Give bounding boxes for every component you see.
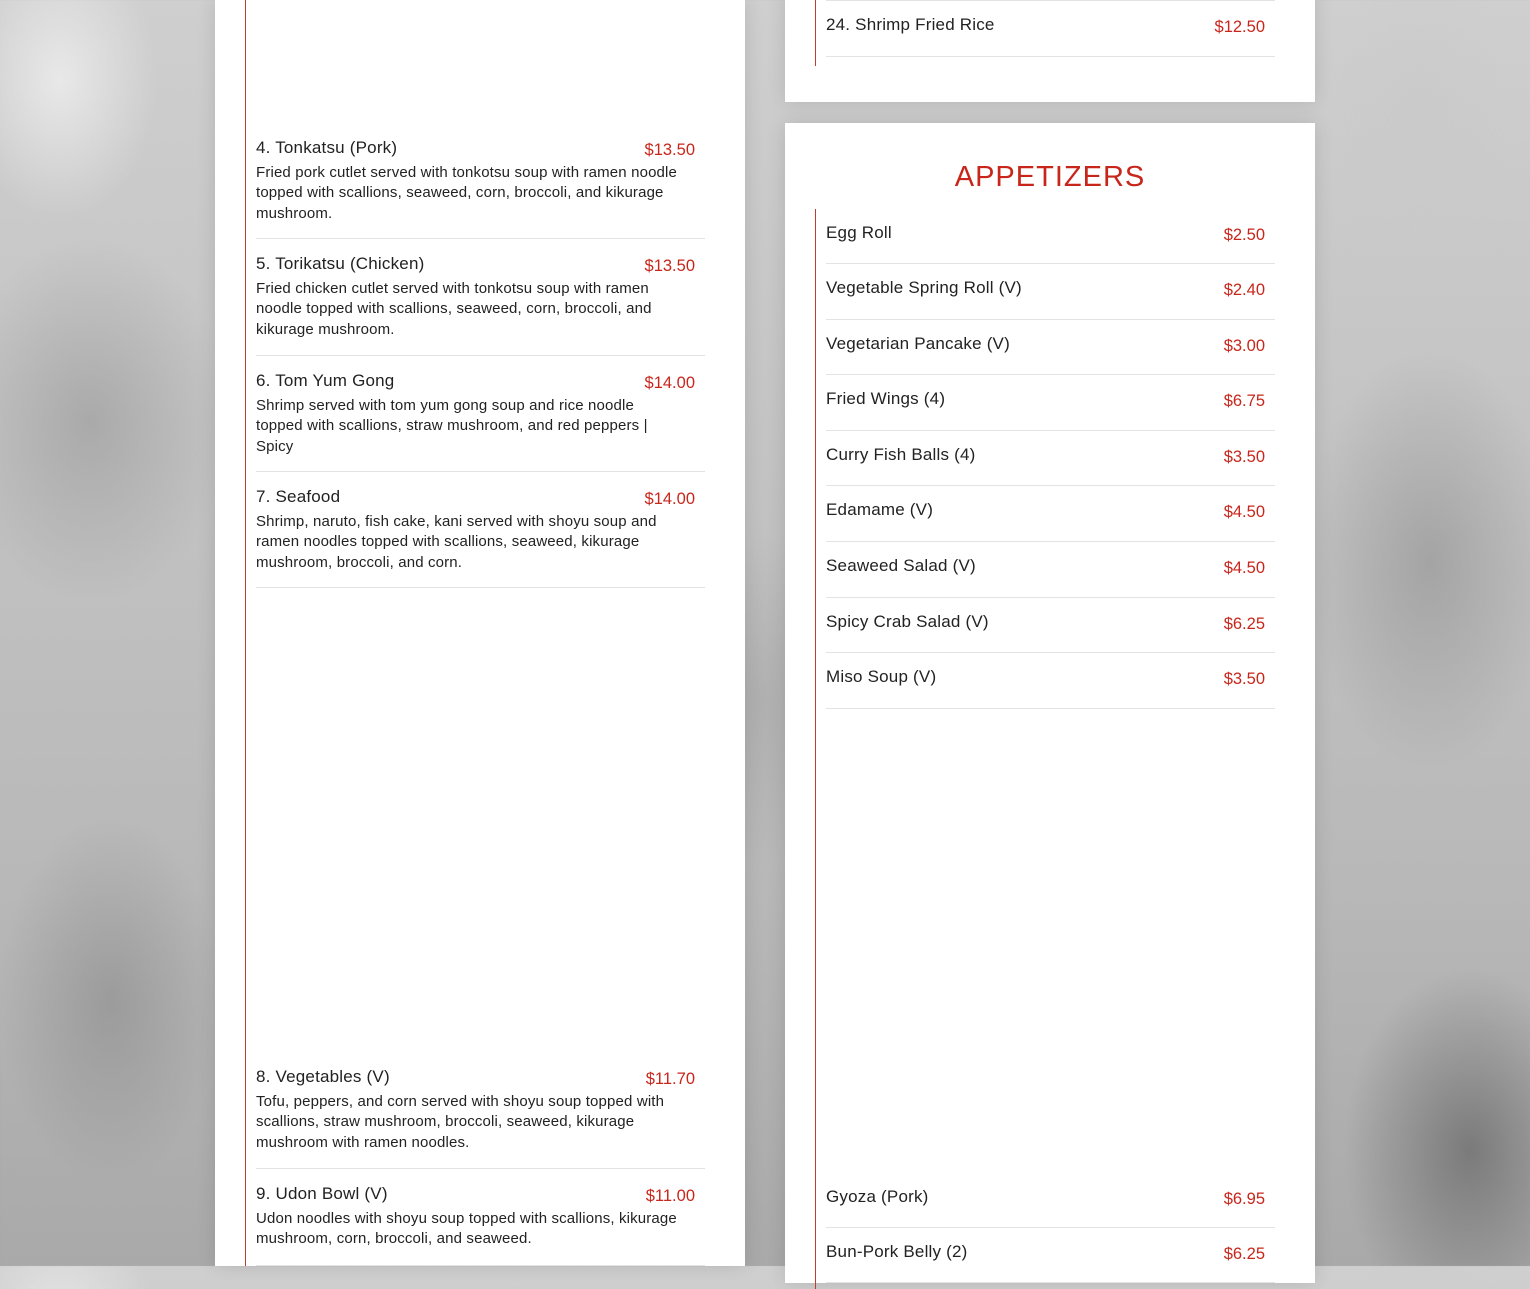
item-price: $3.50 [1223,670,1265,688]
item-price: $3.00 [1223,337,1265,355]
menu-item [826,223,1275,264]
item-name: 24. Shrimp Fried Rice [826,15,995,34]
item-price: $2.40 [1223,281,1265,299]
item-description: Shrimp served with tom yum gong soup and rice noodle topped with scallions, straw mushroom, and red peppers | Spicy [256,397,648,455]
divider [826,0,1275,1]
item-name: 6. Tom Yum Gong [256,371,395,390]
accent-line [815,0,816,66]
menu-item [826,667,1275,709]
item-description: Shrimp, naruto, fish cake, kani served with shoyu soup and ramen noodles topped with scallions, seaweed, kikurage mushroom, broccoli, and corn. [256,513,657,571]
menu-item [256,487,705,588]
menu-item [826,334,1275,375]
item-name: Curry Fish Balls (4) [826,445,976,464]
item-name: Spicy Crab Salad (V) [826,612,989,631]
menu-item [256,138,705,239]
item-description: Udon noodles with shoyu soup topped with scallions, kikurage mushroom, corn, broccoli, and seaweed. [256,1210,677,1248]
item-name: 5. Torikatsu (Chicken) [256,254,425,273]
item-price: $6.95 [1223,1190,1265,1208]
item-name: Egg Roll [826,223,892,242]
menu-item [826,1187,1275,1228]
item-price: $12.50 [1214,18,1265,36]
item-name: Edamame (V) [826,500,934,519]
accent-line [815,209,816,1289]
item-price: $6.25 [1223,1245,1265,1263]
menu-item [256,254,705,356]
menu-item [826,15,1275,57]
menu-item [826,556,1275,598]
item-price: $6.75 [1223,392,1265,410]
item-price: $11.00 [645,1187,695,1205]
item-price: $14.00 [644,374,695,392]
item-name: Bun-Pork Belly (2) [826,1242,968,1261]
item-name: 8. Vegetables (V) [256,1067,390,1086]
item-price: $6.25 [1223,615,1265,633]
item-name: Vegetable Spring Roll (V) [826,278,1022,297]
item-name: Fried Wings (4) [826,389,946,408]
item-price: $14.00 [644,490,695,508]
menu-item [826,445,1275,486]
item-price: $4.50 [1223,559,1265,577]
left-menu-panel [215,0,745,1266]
menu-item [256,1067,705,1169]
item-name: Vegetarian Pancake (V) [826,334,1010,353]
item-description: Fried pork cutlet served with tonkotsu soup with ramen noodle topped with scallions, seaweed, corn, broccoli, and kikurage mushroom. [256,164,678,222]
item-price: $13.50 [644,141,695,159]
menu-item [826,612,1275,653]
item-price: $13.50 [644,257,695,275]
item-price: $4.50 [1223,503,1265,521]
item-name: Seaweed Salad (V) [826,556,976,575]
item-name: 7. Seafood [256,487,341,506]
item-price: $2.50 [1223,226,1265,244]
section-title: APPETIZERS [954,161,1146,193]
menu-item [826,278,1275,320]
item-name: 4. Tonkatsu (Pork) [256,138,398,157]
appetizers-panel [785,123,1315,1283]
item-price: $3.50 [1223,448,1265,466]
menu-item [256,1184,705,1266]
accent-line [245,0,246,1266]
menu-item [256,371,705,472]
menu-item [826,1242,1275,1283]
item-name: 9. Udon Bowl (V) [256,1184,388,1203]
item-name: Miso Soup (V) [826,667,937,686]
item-name: Gyoza (Pork) [826,1187,929,1206]
item-description: Fried chicken cutlet served with tonkotsu soup with ramen noodle topped with scallions, seaweed, corn, broccoli, and kikurage mushroom. [256,280,652,338]
rice-menu-panel [785,0,1315,102]
menu-item [826,389,1275,431]
item-description: Tofu, peppers, and corn served with shoyu soup topped with scallions, straw mushroom, broccoli, seaweed, kikurage mushroom with ramen noodles. [256,1093,665,1151]
menu-item [826,500,1275,542]
item-price: $11.70 [645,1070,695,1088]
